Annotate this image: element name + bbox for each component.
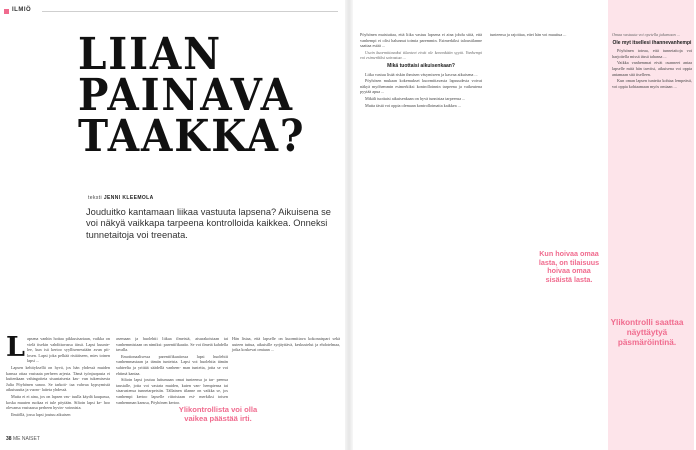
subhead-right: Ole myt itsellesi ihannevanhempi — [612, 39, 692, 46]
body-paragraph: Mutta ei ei aina, jos on lapsen vas- tuulla käydä kaupassa, koska muuten ruokaa ei tule pöytään. Siltoin lapsi ke- hoo olevansa vastuussa perheen hyvin- voinnista. — [6, 393, 110, 411]
page-footer — [6, 436, 40, 442]
headline-line-1: LIIAN — [78, 29, 222, 80]
section-header — [4, 8, 334, 16]
headline-line-3: TAAKKA? — [78, 111, 306, 162]
body-column-2 — [116, 336, 228, 406]
body-paragraph: Pöyhönen muistuttaa, että liika vastuu lapsena ei aina johdu siitä, että vanhempi ei olisi halunnut toimia paremmin. Esimerkiksi taloustilanne saattaa estää ... — [360, 32, 482, 49]
body-column-2b — [232, 336, 340, 354]
pull-quote-left: Ylikontrollista voi olla vaikea päästää irti. — [178, 405, 258, 423]
headline-line-2: PAINAVA — [78, 70, 294, 121]
body-column-3 — [360, 32, 482, 109]
body-paragraph: Hän listaa, että lapselle on kuormittava kokonaispari sekä uuteen tuttua, aikuisille syrjäyttävä, keskustelut ja ehdotelmaa, jotka koskevat omiaan ... — [232, 336, 340, 353]
body-paragraph: Mikäli tuottaisi aikuisenkaan on hyvä tunnistaa tarpeensa ... — [365, 95, 466, 101]
body-paragraph-italic: Usein kuormittavaksi tilanteet eivät ole kenenkään syytä. Vanhempi voi esimerkiksi sairastua ... — [360, 49, 482, 61]
subhead-mid: Mikä tuottaisi aikuisenkaan? — [387, 62, 455, 69]
body-paragraph-italic: Omaa vastuuta voi opetella jakamaan ... — [612, 32, 680, 37]
body-paragraph: Pöyhönen toteaa, että tunnetaitoja voi harjoitella missä iässä tahansa ... — [612, 48, 692, 59]
body-paragraph: Siltoin lapsi joutuu luttumaan omat tunteensa ja tar- peensa taustalle, jotta voi vastata muiden, kuten van- hempiensa tai sisarustensa tunnetarpeisiin. Tällainen tilanne on vaikka se, jos vanhempi kertoo lapselle riitoistaan esi- merkiksi toisen vanhemman kanssa, Pöyhönen kertoo. — [116, 377, 228, 405]
pull-quote-middle: Kun hoivaa omaa lasta, on tilaisuus hoivaa omaa sisäistä lasta. — [538, 249, 600, 284]
pull-quote-right: Ylikontrolli saattaa näyttäytyä päsmäröintinä. — [610, 318, 684, 347]
section-label: ILMIÖ — [12, 7, 32, 13]
page-gutter — [345, 0, 353, 450]
body-column-1 — [6, 332, 110, 418]
body-paragraph: Mutta tästä voi oppia olemaan kontrolloimatta kaikkea ... — [365, 102, 461, 108]
magazine-name: ME NAISET — [12, 436, 40, 442]
byline — [88, 195, 154, 201]
body-paragraph: apsena vanhin hoitaa pikkusisariaan, vaikka on vielä itsekin vahdittavassa iässä. Lapsi kuunte-lee, kun isä kertoo syyllisenesstään avun pii-losen. Lapsi joka pelkää ristiäiseen, mies toinen lapsi ... — [26, 336, 110, 364]
section-rule — [42, 11, 338, 12]
body-paragraph: Liika vastuu lisää riskin ihmisen väsymiseen ja kasvaa aikuisena ... — [365, 71, 478, 77]
lead-paragraph: Jouduitko kantamaan liikaa vastuuta lapsena? Aikuisena se voi näkyä vaikkapa tarpeena kontrolloida kaikkea. Onneksi tunnetaitoja voi treenata. — [86, 207, 331, 240]
left-page — [0, 0, 346, 450]
body-paragraph: tunteensa ja rajoittaa, ettei hän voi muuttua ... — [490, 32, 567, 37]
body-paragraph: Lapsen kehityksellä on hyvä, jos hän yhdessä muiden kanssa ottaa vastuuta perheen arjesta. Tämä työnjaopasta ei kuitenkaan vahingoiteta sisuntaisesta kas- vun tukemisesta Julia Pöyhönen sanoo. Se tarkoit- taa vahvaa kypsymistä aikuisuutta ja vuoro- laiteta yhdessä. — [6, 364, 110, 393]
body-column-4 — [612, 32, 692, 90]
headline — [78, 29, 317, 162]
body-paragraph: Kun oman lapsen tunteita kohtaa lempeästi, voi oppia kohtaamaan myös omiaan ... — [612, 78, 692, 89]
body-column-3b — [490, 32, 606, 39]
body-paragraph: asemaan ja huolehtii liikaa ilmeistä, aisurakoistaan tai vanhemmistaan on nimiksi: parentifikaatio. Se voi ilmetä kahdella tavalla. — [116, 336, 228, 353]
body-paragraph: Ilmiöllä, jossa lapsi joutuu aikuisen — [11, 411, 71, 417]
byline-prefix: teksti — [88, 195, 103, 201]
body-paragraph: Emotionaalisessa parentifikaatiossa lapsi huolehtii vanhemmastaan ja tämän tunteista. Lapsi voi huolehtia tämän suhteelta ja yrittää säädellä vanhem- man tunteita, jotta se voi ehtimä kantaa. — [116, 353, 228, 376]
page-number: 38 — [6, 436, 12, 442]
body-paragraph: Vaikka vanhemmat eivät osanneet antaa lapselle mitä hän tarvitsi, aikuisena voi oppia antamaan sitä itselleen. — [612, 60, 692, 77]
body-paragraph: Pöyhösen mukaan kokemukset kuormittavasta lapsuudesta voivat näkyä myöhemmin esimerkiksi kontrolloinnin tarpeena ja vaikeutena pyytää apua ... — [360, 78, 482, 95]
dropcap: L — [6, 332, 25, 363]
byline-author: JENNI KLEEMOLA — [103, 195, 154, 201]
section-marker-icon — [4, 9, 9, 14]
